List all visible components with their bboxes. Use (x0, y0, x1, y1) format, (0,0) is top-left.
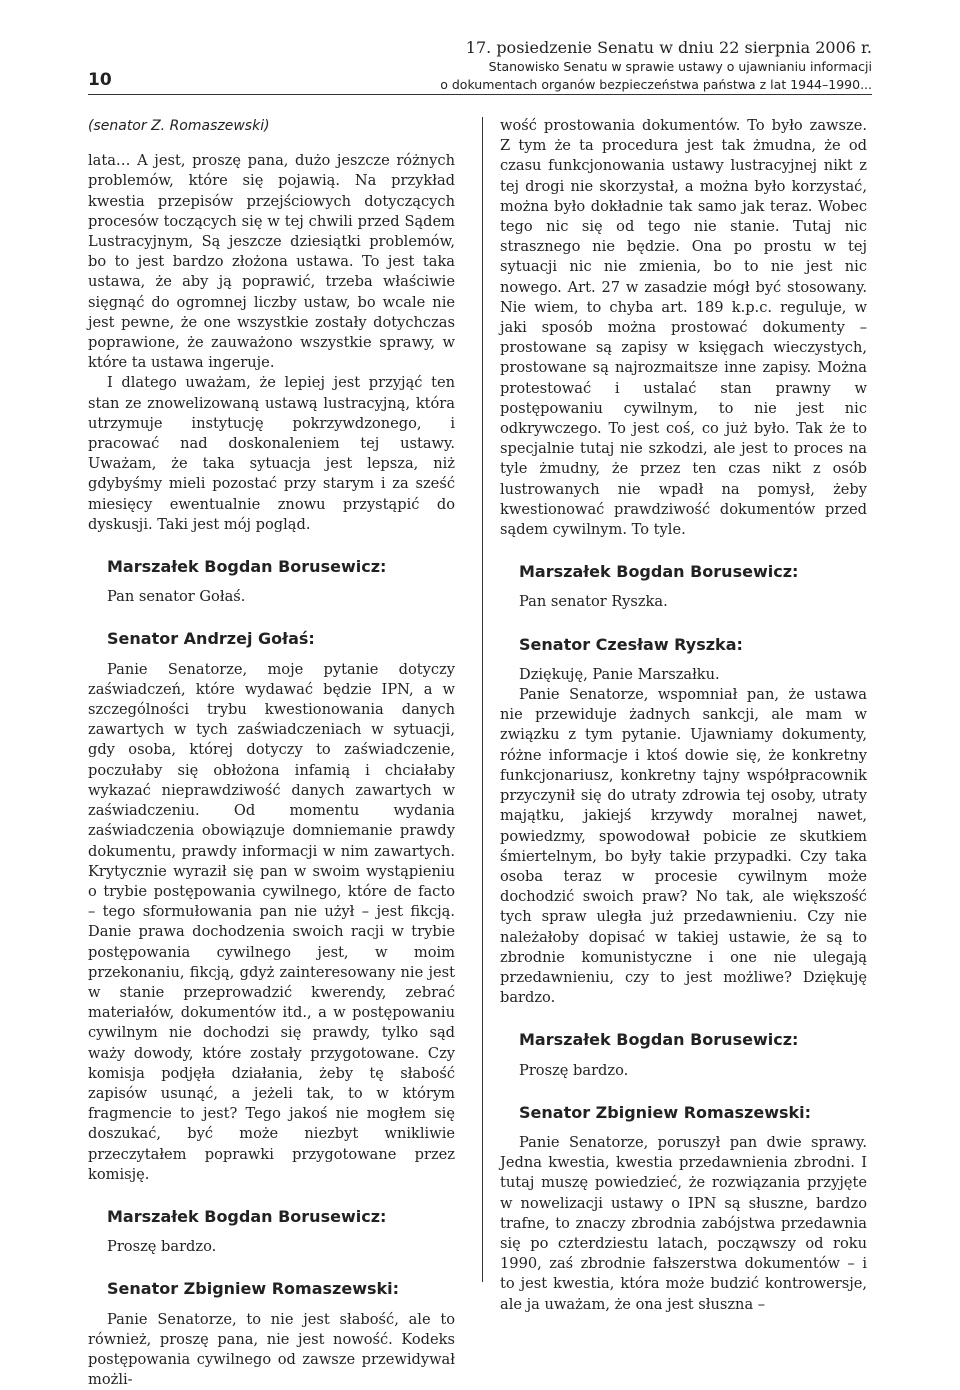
header-subtitle-line1: Stanowisko Senatu w sprawie ustawy o ujawnianiu informacji (488, 59, 872, 74)
speaker-heading: Marszałek Bogdan Borusewicz: (107, 557, 387, 577)
speaker-heading: Senator Zbigniew Romaszewski: (519, 1102, 812, 1122)
left-column (88, 116, 455, 1390)
speaker-heading: Marszałek Bogdan Borusewicz: (519, 1030, 799, 1050)
paragraph: Panie Senatorze, to nie jest słabość, ale to również, proszę pana, nie jest nowość. Kodeks postępowania cywilnego od zawsze przewidywał możli- (88, 1310, 455, 1389)
speaker-heading: Marszałek Bogdan Borusewicz: (519, 562, 799, 582)
header-rule (88, 94, 872, 95)
column-divider (482, 117, 483, 1282)
paragraph: lata… A jest, proszę pana, dużo jeszcze różnych problemów, które się pojawią. Na przykład kwestia przepisów przejściowych dotyczących procesów toczących się w tej chwili przed Sądem Lustracyjnym, Są jeszcze dziesiątki problemów, bo to jest bardzo złożona ustawa. To jest taka ustawa, że aby ją poprawić, trzeba właściwie sięgnąć do ogromnej liczby ustaw, bo wcale nie jest pewne, że one wszystkie zostały dotychczas poprawione, że zauważono wszystkie sprawy, w które ta ustawa ingeruje. (88, 152, 455, 372)
header-subtitle-line2: o dokumentach organów bezpieczeństwa państwa z lat 1944–1990... (440, 77, 872, 92)
speaker-context: (senator Z. Romaszewski) (88, 118, 270, 134)
paragraph: Panie Senatorze, wspomniał pan, że ustawa nie przewiduje żadnych sankcji, ale mam w związku z tym pytanie. Ujawniamy dokumenty, różne informacje i ktoś dowie się, że konkretny funkcjonariusz, konkretny tajny współpracownik przyczynił się do utraty zdrowia tej osoby, utraty majątku, jakiejś krzywdy moralnej nawet, powiedzmy, spowodował pobicie ze skutkiem śmiertelnym, bo były takie przypadki. Czy taka osoba teraz w procesie cywilnym może dochodzić swoich praw? No tak, ale większość tych spraw uległa już przedawnieniu. Czy nie należałoby dopisać w takiej ustawie, że są to zbrodnie komunistyczne i one nie ulegają przedawnieniu, czy to jest możliwe? Dziękuję bardzo. (500, 686, 867, 1007)
paragraph: Proszę bardzo. (519, 1061, 629, 1079)
speaker-heading: Senator Andrzej Gołaś: (107, 629, 315, 649)
paragraph: Dziękuję, Panie Marszałku. (519, 665, 720, 683)
speaker-heading: Marszałek Bogdan Borusewicz: (107, 1206, 387, 1226)
page-number: 10 (88, 70, 112, 90)
paragraph: Pan senator Gołaś. (107, 588, 246, 606)
right-column (500, 116, 867, 1315)
paragraph: Panie Senatorze, moje pytanie dotyczy zaświadczeń, które wydawać będzie IPN, a w szczególności trybu kwestionowania danych zawartych w tych zaświadczeniach w sytuacji, gdy osoba, której dotyczy to zaświadczenie, poczułaby się obłożona infamią i chciałaby wykazać nieprawdziwość danych zawartych w zaświadczeniu. Od momentu wydania zaświadczenia obowiązuje domniemanie prawdy dokumentu, prawdy informacji w nim zawartych. Krytycznie wyraził się pan w swoim wystąpieniu o trybie postępowania cywilnego, które de facto – tego sformułowania pan nie użył – jest fikcją. Danie prawa dochodzenia swoich racji w trybie postępowania cywilnego jest, w moim przekonaniu, fikcją, gdyż zainteresowany nie jest w stanie przeprowadzić kwerendy, zebrać materiałów, dokumentów itd., a w postępowaniu cywilnym nie dochodzi się prawdy, tylko sąd waży dowody, które zostały przygotowane. Czy komisja podjęła działania, żeby tę słabość zapisów usunąć, a jeżeli tak, to w którym fragmencie to jest? Tego jakoś nie mogłem się doszukać, być może niezbyt wnikliwie przeczytałem poprawki przygotowane przez komisję. (88, 660, 455, 1183)
paragraph: I dlatego uważam, że lepiej jest przyjąć ten stan ze znowelizowaną ustawą lustracyjną, która utrzymuje instytucję pokrzywdzonego, i pracować nad doskonaleniem tej ustawy. Uważam, że taka sytuacja jest lepsza, niż gdybyśmy mieli pozostać przy starym i za sześć miesięcy ewentualnie znowu przystąpić do dyskusji. Taki jest mój pogląd. (88, 374, 455, 533)
speaker-heading: Senator Czesław Ryszka: (519, 634, 743, 654)
paragraph: Pan senator Ryszka. (519, 593, 668, 611)
paragraph: Panie Senatorze, poruszył pan dwie sprawy. Jedna kwestia, kwestia przedawnienia zbrodni. I tutaj muszę powiedzieć, że rozwiązania przyjęte w nowelizacji ustawy o IPN są słuszne, bardzo trafne, to znaczy zbrodnia zabójstwa przedawnia się po czterdziestu latach, począwszy od roku 1990, zaś zbrodnie fałszerstwa dokumentów – i to jest kwestia, która może budzić kontrowersje, ale ja uważam, że ona jest słuszna – (500, 1133, 867, 1313)
speaker-heading: Senator Zbigniew Romaszewski: (107, 1279, 400, 1299)
paragraph: Proszę bardzo. (107, 1238, 217, 1256)
header-session-title: 17. posiedzenie Senatu w dniu 22 sierpnia 2006 r. (465, 38, 872, 57)
running-header (172, 38, 872, 94)
paragraph: wość prostowania dokumentów. To było zawsze. Z tym że ta procedura jest tak żmudna, że od czasu funkcjonowania ustawy lustracyjnej nikt z tej drogi nie skorzystał, a można było korzystać, można było dokładnie tak samo jak teraz. Wobec tego nic się od tego nie stanie. Tutaj nic strasznego nie będzie. Ona po prostu w tej sytuacji nic nie zmienia, bo to nie jest nic nowego. Art. 27 w zasadzie mógł być stosowany. Nie wiem, to chyba art. 189 k.p.c. reguluje, w jaki sposób można prostować dokumenty – prostowane są zapisy w księgach wieczystych, prostowane są najrozmaitsze inne zapisy. Można protestować i ustalać stan prawny w postępowaniu cywilnym, to nie jest nic odkrywczego. To jest coś, co już było. Tak że to specjalnie tutaj nie szkodzi, ale jest to proces na tyle żmudny, że przez ten czas nikt z osób lustrowanych nie wpadł na pomysł, żeby kwestionować prawdziwość dokumentów przed sądem cywilnym. To tyle. (500, 117, 867, 539)
